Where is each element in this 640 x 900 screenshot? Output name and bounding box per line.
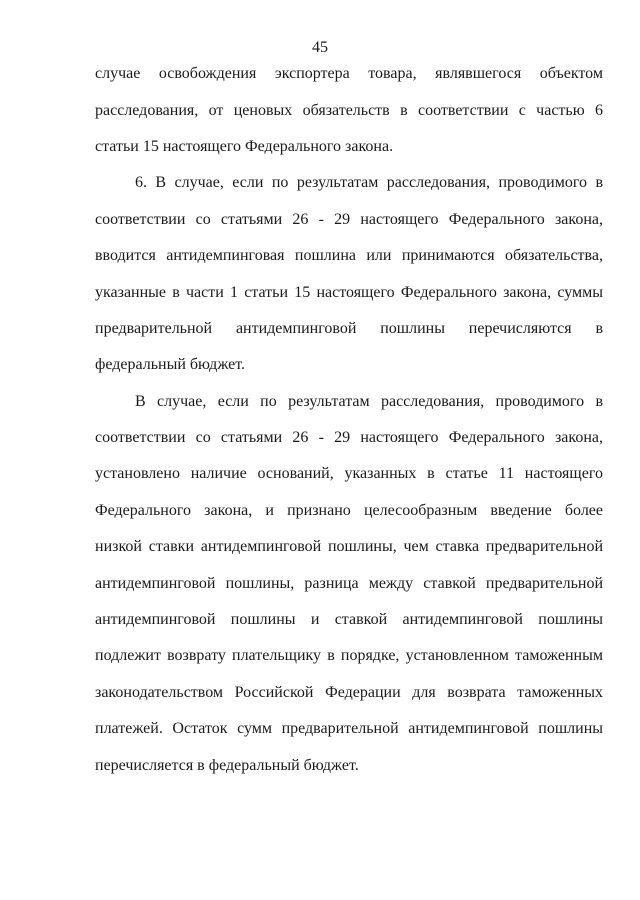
- text-line: расследования, от ценовых обязательств в соответствии с частью 6: [95, 102, 603, 119]
- text-line: статьи 15 настоящего Федерального закона.: [95, 138, 394, 155]
- text-line: В случае, если по результатам расследования, проводимого в: [135, 393, 603, 410]
- text-line: установлено наличие оснований, указанных в статье 11 настоящего: [95, 465, 603, 482]
- text-line: федеральный бюджет.: [95, 356, 246, 373]
- text-line: перечисляется в федеральный бюджет.: [95, 757, 359, 774]
- text-line: антидемпинговой пошлины, разница между ставкой предварительной: [95, 575, 603, 592]
- text-line: соответствии со статьями 26 - 29 настоящего Федерального закона,: [95, 211, 603, 228]
- text-line: 6. В случае, если по результатам расследования, проводимого в: [135, 174, 603, 191]
- text-line: предварительной антидемпинговой пошлины перечисляются в: [95, 320, 603, 337]
- text-line: антидемпинговой пошлины и ставкой антидемпинговой пошлины: [95, 611, 603, 628]
- text-line: соответствии со статьями 26 - 29 настоящего Федерального закона,: [95, 429, 603, 446]
- page-number: 45: [312, 39, 328, 56]
- text-line: низкой ставки антидемпинговой пошлины, чем ставка предварительной: [95, 538, 603, 555]
- text-line: случае освобождения экспортера товара, являвшегося объектом: [95, 65, 603, 82]
- text-line: законодательством Российской Федерации для возврата таможенных: [95, 684, 603, 701]
- text-line: подлежит возврату плательщику в порядке, установленном таможенным: [95, 647, 603, 664]
- text-line: указанные в части 1 статьи 15 настоящего Федерального закона, суммы: [95, 284, 603, 301]
- text-line: Федерального закона, и признано целесообразным введение более: [95, 502, 603, 519]
- text-line: платежей. Остаток сумм предварительной антидемпинговой пошлины: [95, 720, 603, 737]
- text-line: вводится антидемпинговая пошлина или принимаются обязательства,: [95, 247, 603, 264]
